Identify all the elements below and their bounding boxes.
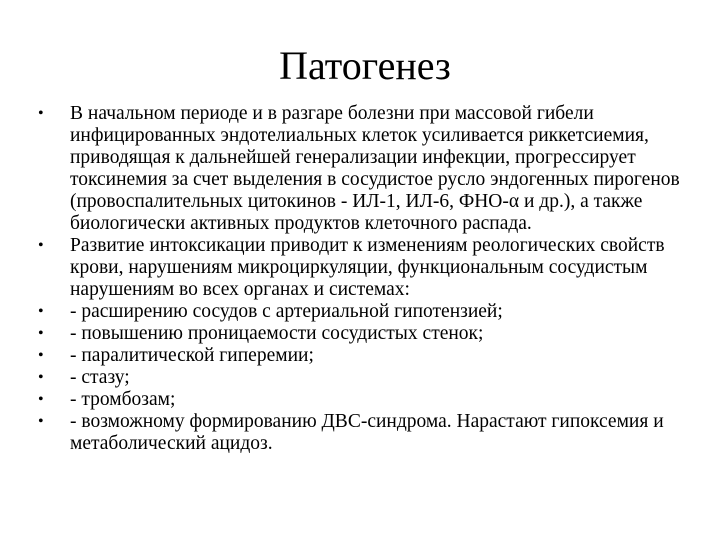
bullet-text: - паралитической гиперемии; xyxy=(70,345,314,366)
bullet-dot-icon: • xyxy=(38,325,44,342)
list-item xyxy=(38,301,688,323)
bullet-dot-icon: • xyxy=(38,237,44,254)
slide-title: Патогенез xyxy=(279,43,451,88)
list-item xyxy=(38,235,688,301)
bullet-text: В начальном периоде и в разгаре болезни при массовой гибели инфицированных эндотелиальных клеток усиливается риккетсиемия, приводящая к дальнейшей генерализации инфекции, прогрессирует токсинемия за счет выделения в сосудистое русло эндогенных пирогенов (провоспалительных цитокинов - ИЛ-1, ИЛ-6, ФНО-α и др.), а также биологически активных продуктов клеточного распада. xyxy=(70,103,680,234)
bullet-dot-icon: • xyxy=(38,413,44,430)
bullet-text: - повышению проницаемости сосудистых стенок; xyxy=(70,323,484,344)
bullet-text: - тромбозам; xyxy=(70,389,176,410)
bullet-dot-icon: • xyxy=(38,391,44,408)
list-item xyxy=(38,411,688,455)
list-item xyxy=(38,389,688,411)
bullet-dot-icon: • xyxy=(38,347,44,364)
bullet-dot-icon: • xyxy=(38,369,44,386)
list-item xyxy=(38,103,688,235)
bullet-text: - возможному формированию ДВС-синдрома. Нарастают гипоксемия и метаболический ацидоз. xyxy=(70,411,664,454)
bullet-dot-icon: • xyxy=(38,303,44,320)
bullet-list xyxy=(38,103,688,455)
list-item xyxy=(38,367,688,389)
bullet-text: Развитие интоксикации приводит к изменениям реологических свойств крови, нарушениям микроциркуляции, функциональным сосудистым нарушениям во всех органах и системах: xyxy=(70,235,665,300)
list-item xyxy=(38,345,688,367)
bullet-dot-icon: • xyxy=(38,105,44,122)
list-item xyxy=(38,323,688,345)
bullet-text: - стазу; xyxy=(70,367,130,388)
bullet-text: - расширению сосудов с артериальной гипотензией; xyxy=(70,301,503,322)
